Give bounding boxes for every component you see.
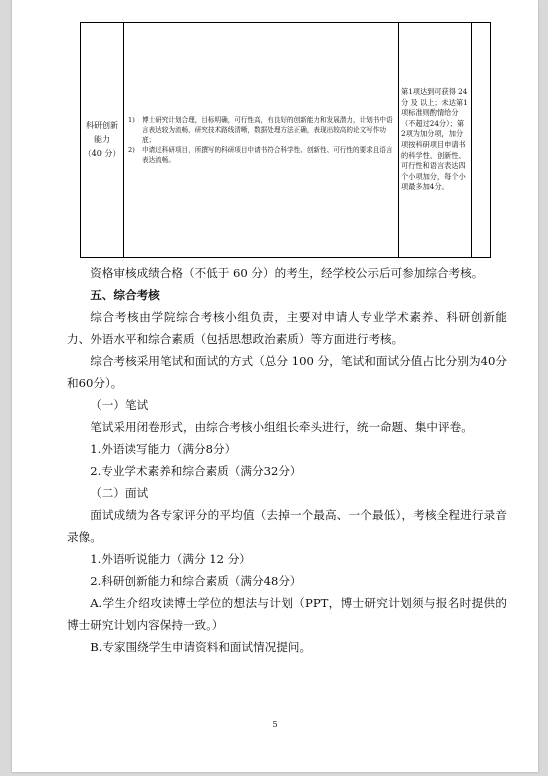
criteria-text: 申请过科研项目，所撰写的科研项目申请书符合科学性、创新性、可行性的要求且语言表达流畅。: [142, 146, 393, 164]
table-row: [81, 23, 491, 258]
scoring-rule-cell: 第1项达到可获得 24 分 及 以上；未达第1项标准则酌情给分（不超过24分）；第 2项为加分项，加分项按科研项目申请书的科学性、创新性、可行性和语言表达四个小项加分，每个小项最多加4分。: [399, 23, 472, 258]
criteria-text: 博士研究计划合理，目标明确，可行性高，有良好的创新能力和发展潜力，计划书中语言表达较为流畅，研究技术路线清晰，数据处理方法正确，表现出较高的论文写作功底；: [142, 116, 393, 144]
criteria-item: [128, 145, 394, 165]
list-item: A.学生介绍攻读博士学位的想法与计划（PPT，博士研究计划须与报名时提供的博士研究计划内容保持一致。）: [67, 596, 507, 632]
criteria-number: 2): [128, 146, 135, 154]
list-item: 1.外语读写能力（满分8分）: [90, 442, 237, 456]
page-number: 5: [272, 720, 278, 729]
list-item: 1.外语听说能力（满分 12 分）: [90, 552, 251, 566]
subsection-heading: （二）面试: [90, 486, 149, 500]
paragraph: 面试成绩为各专家评分的平均值（去掉一个最高、一个最低），考核全程进行录音录像。: [67, 508, 507, 544]
category-cell: [81, 23, 124, 258]
section-heading: 五、综合考核: [90, 288, 160, 302]
subsection-heading: （一）笔试: [90, 398, 149, 412]
paragraph: 笔试采用闭卷形式，由综合考核小组组长牵头进行，统一命题、集中评卷。: [90, 420, 473, 434]
category-line: 科研创新: [86, 121, 118, 130]
criteria-item: [128, 115, 394, 145]
body-text: [67, 262, 507, 658]
list-item: 2.专业学术素养和综合素质（满分32分）: [90, 464, 302, 478]
scoring-table: [80, 22, 491, 258]
category-line: 能力: [94, 135, 110, 144]
paragraph: 综合考核由学院综合考核小组负责，主要对申请人专业学术素养、科研创新能力、外语水平和综合素质（包括思想政治素质）等方面进行考核。: [67, 310, 507, 346]
category-line: （40 分）: [83, 149, 121, 158]
paragraph: 资格审核成绩合格（不低于 60 分）的考生，经学校公示后可参加综合考核。: [90, 266, 484, 280]
criteria-cell: [124, 23, 399, 258]
criteria-number: 1): [128, 116, 135, 124]
empty-cell: [472, 23, 491, 258]
document-page: [12, 0, 538, 772]
paragraph: 综合考核采用笔试和面试的方式（总分 100 分，笔试和面试分值占比分别为40分和60分）。: [67, 354, 507, 390]
list-item: 2.科研创新能力和综合素质（满分48分）: [90, 574, 302, 588]
list-item: B.专家围绕学生申请资料和面试情况提问。: [90, 640, 312, 654]
